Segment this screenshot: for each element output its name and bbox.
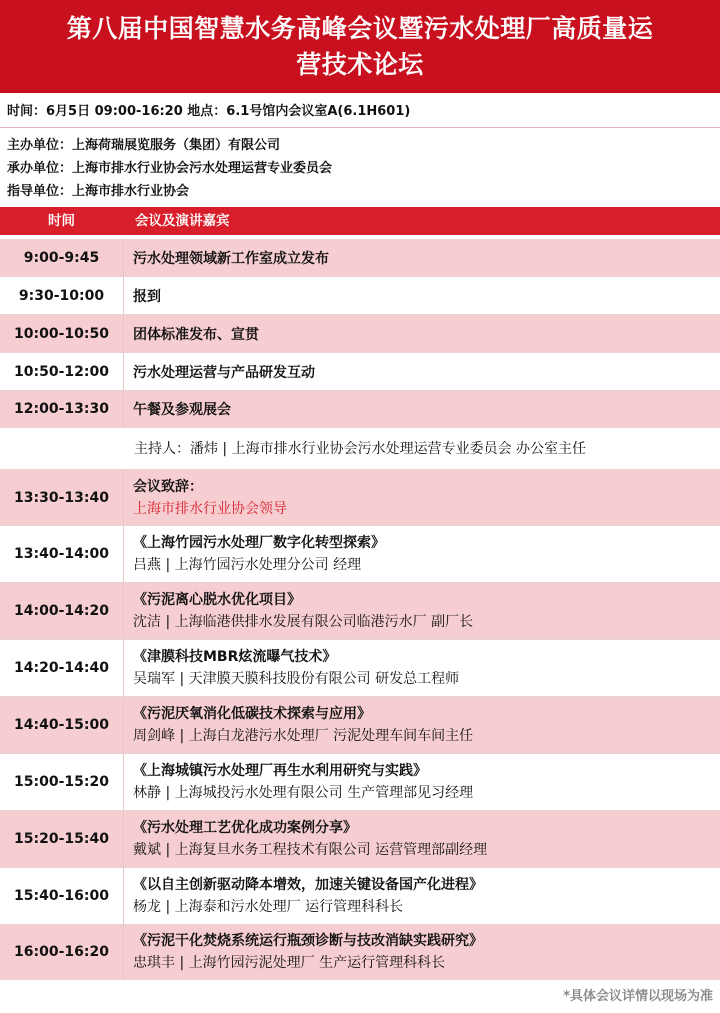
column-header-time: 时间	[48, 213, 75, 229]
table-row	[0, 239, 720, 277]
table-row	[0, 470, 720, 526]
column-divider	[123, 239, 124, 276]
session-title: 午餐及参观展会	[133, 402, 231, 418]
column-divider	[123, 470, 124, 525]
session-topic: 《污水处理工艺优化成功案例分享》	[133, 820, 357, 836]
table-row	[0, 697, 720, 754]
session-topic: 会议致辞：	[133, 478, 203, 495]
column-divider	[123, 925, 124, 979]
session-speaker: 戴斌 | 上海复旦水务工程技术有限公司 运营管理部副经理	[133, 842, 488, 858]
column-divider	[123, 353, 124, 390]
table-row	[0, 526, 720, 583]
moderator-line: 主持人：潘炜 | 上海市排水行业协会污水处理运营专业委员会 办公室主任	[0, 428, 720, 470]
session-speaker: 沈洁 | 上海临港供排水发展有限公司临港污水厂 副厂长	[133, 614, 474, 630]
organizer-organization: 承办单位：上海市排水行业协会污水处理运营专业委员会	[7, 161, 333, 176]
session-time: 13:40-14:00	[14, 546, 109, 562]
session-time: 16:00-16:20	[14, 944, 109, 960]
session-topic: 《污泥厌氧消化低碳技术探索与应用》	[133, 706, 371, 722]
session-time: 15:00-15:20	[14, 774, 109, 790]
session-time: 15:20-15:40	[14, 831, 109, 847]
table-row	[0, 868, 720, 925]
column-divider	[123, 640, 124, 696]
footer-note: *具体会议详情以现场为准	[563, 989, 713, 1004]
column-divider	[123, 811, 124, 867]
table-row	[0, 277, 720, 315]
session-time: 10:50-12:00	[14, 363, 109, 380]
session-title: 污水处理运营与产品研发互动	[133, 364, 315, 381]
column-divider	[123, 315, 124, 352]
guide-organization: 指导单位：上海市排水行业协会	[7, 184, 190, 199]
session-time: 14:40-15:00	[14, 717, 109, 733]
table-row	[0, 391, 720, 428]
session-speaker: 吴瑞军 | 天津膜天膜科技股份有限公司 研发总工程师	[133, 671, 460, 687]
session-title: 污水处理领域新工作室成立发布	[133, 250, 329, 267]
table-row	[0, 640, 720, 697]
session-speaker: 忠琪丰 | 上海竹园污泥处理厂 生产运行管理科科长	[133, 955, 446, 971]
session-time: 10:00-10:50	[14, 325, 109, 342]
column-divider	[123, 868, 124, 924]
column-divider	[123, 277, 124, 314]
table-row	[0, 811, 720, 868]
time-location: 时间：6月5日 09:00-16:20 地点：6.1号馆内会议室A(6.1H601)	[7, 104, 411, 119]
session-topic: 《以自主创新驱动降本增效，加速关键设备国产化进程》	[133, 877, 483, 893]
session-speaker: 吕燕 | 上海竹园污水处理分公司 经理	[133, 557, 362, 573]
session-title: 团体标准发布、宣贯	[133, 326, 259, 343]
schedule-table-header	[0, 207, 720, 235]
page-title-line-2: 营技术论坛	[296, 49, 424, 79]
session-time: 9:00-9:45	[23, 249, 100, 266]
divider	[0, 127, 720, 128]
session-title: 报到	[133, 288, 161, 305]
session-topic: 《上海城镇污水处理厂再生水利用研究与实践》	[133, 763, 427, 779]
column-divider	[123, 391, 124, 427]
table-row	[0, 754, 720, 811]
session-topic: 《津膜科技MBR炫流曝气技术》	[133, 649, 337, 665]
page-header	[0, 0, 720, 93]
session-topic: 《上海竹园污水处理厂数字化转型探索》	[133, 535, 385, 551]
table-row	[0, 315, 720, 353]
table-row	[0, 353, 720, 391]
table-row	[0, 925, 720, 980]
column-divider	[123, 754, 124, 810]
page-title-line-1: 第八届中国智慧水务高峰会议暨污水处理厂高质量运	[66, 13, 654, 43]
column-header-content: 会议及演讲嘉宾	[135, 213, 230, 229]
table-row	[0, 583, 720, 640]
session-time: 15:40-16:00	[14, 888, 109, 904]
host-organization: 主办单位：上海荷瑞展览服务（集团）有限公司	[7, 138, 281, 153]
session-time: 14:20-14:40	[14, 660, 109, 676]
session-time: 9:30-10:00	[18, 287, 105, 304]
session-speaker: 上海市排水行业协会领导	[133, 500, 287, 517]
session-time: 12:00-13:30	[14, 401, 109, 417]
session-speaker: 林静 | 上海城投污水处理有限公司 生产管理部见习经理	[133, 785, 474, 801]
session-speaker: 杨龙 | 上海泰和污水处理厂 运行管理科科长	[133, 899, 404, 915]
session-speaker: 周剑峰 | 上海白龙港污水处理厂 污泥处理车间车间主任	[133, 728, 474, 744]
session-time: 14:00-14:20	[14, 603, 109, 619]
column-divider	[123, 583, 124, 639]
column-divider	[123, 526, 124, 582]
column-divider	[123, 697, 124, 753]
session-time: 13:30-13:40	[14, 489, 109, 506]
session-topic: 《污泥干化焚烧系统运行瓶颈诊断与技改消缺实践研究》	[133, 933, 483, 949]
session-topic: 《污泥离心脱水优化项目》	[133, 592, 301, 608]
